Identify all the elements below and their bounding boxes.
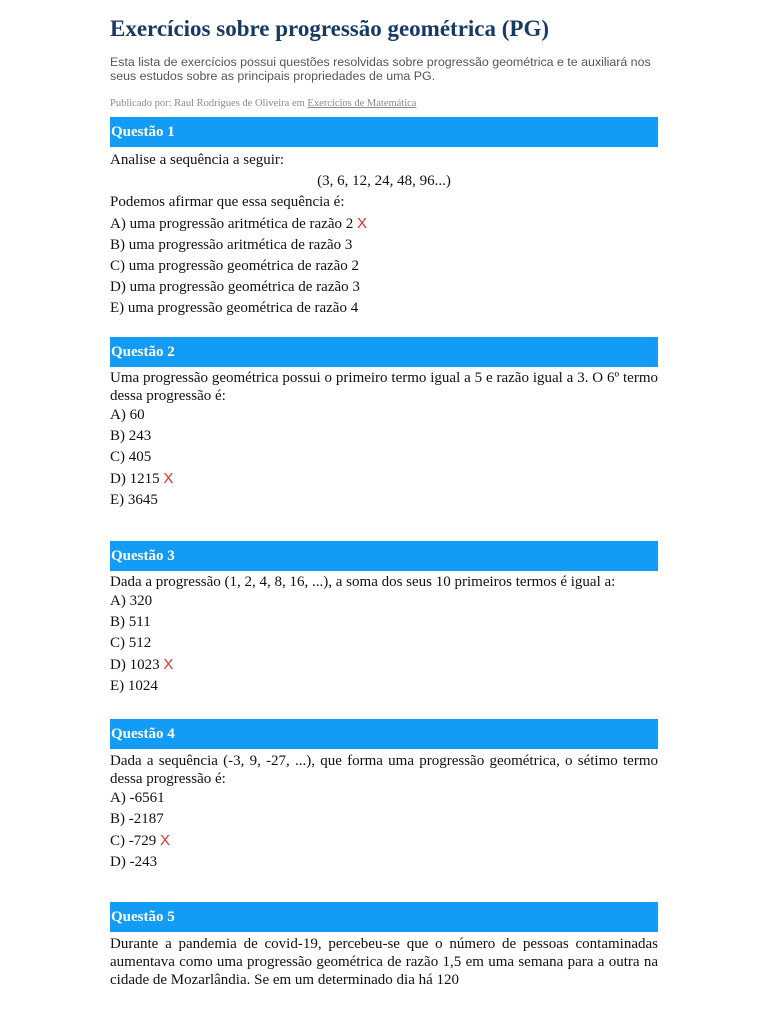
question-3-option-e: E) 1024 xyxy=(110,678,158,694)
page-title: Exercícios sobre progressão geométrica (PG) xyxy=(110,16,550,41)
question-4-header: Questão 4 xyxy=(110,719,658,749)
category-link[interactable]: Exercícios de Matemática xyxy=(307,98,417,109)
option-text: A) uma progressão aritmética de razão 2 xyxy=(110,216,354,232)
option-text: C) -729 xyxy=(110,833,157,849)
question-4-option-b: B) -2187 xyxy=(110,811,164,827)
option-text: D) 1215 xyxy=(110,471,160,487)
question-1-header: Questão 1 xyxy=(110,117,658,147)
answer-x-mark: X xyxy=(356,215,367,232)
question-1-body xyxy=(110,150,658,319)
question-2-option-c: C) 405 xyxy=(110,449,152,465)
answer-x-mark: X xyxy=(163,656,174,673)
question-1-prompt: Podemos afirmar que essa sequência é: xyxy=(110,194,345,210)
question-4-stem: Dada a sequência (-3, 9, -27, ...), que forma uma progressão geométrica, o sétimo termo dessa progressão é: xyxy=(110,753,658,787)
question-4-option-d: D) -243 xyxy=(110,854,158,870)
question-5-header: Questão 5 xyxy=(110,902,658,932)
question-3-header: Questão 3 xyxy=(110,541,658,571)
byline-author: Publicado por: Raul Rodrigues de Oliveira em xyxy=(110,98,308,109)
answer-x-mark: X xyxy=(163,470,174,487)
question-1-option-a xyxy=(110,213,658,235)
question-2-stem: Uma progressão geométrica possui o primeiro termo igual a 5 e razão igual a 3. O 6º termo dessa progressão é: xyxy=(110,370,658,404)
question-2-header: Questão 2 xyxy=(110,337,658,367)
option-text: D) 1023 xyxy=(110,657,160,673)
question-4-option-a: A) -6561 xyxy=(110,790,165,806)
question-3-option-b: B) 511 xyxy=(110,614,151,630)
question-2-option-e: E) 3645 xyxy=(110,492,158,508)
byline xyxy=(110,97,658,110)
question-1-option-d: D) uma progressão geométrica de razão 3 xyxy=(110,279,360,295)
question-2-option-a: A) 60 xyxy=(110,407,145,423)
question-1-option-b: B) uma progressão aritmética de razão 3 xyxy=(110,237,353,253)
question-5-body xyxy=(110,935,658,989)
question-1-option-e: E) uma progressão geométrica de razão 4 xyxy=(110,300,359,316)
intro-text: Esta lista de exercícios possui questões resolvidas sobre progressão geométrica e te auxiliará nos seus estudos sobre as principais propriedades de uma PG. xyxy=(110,55,651,83)
question-2-body xyxy=(110,369,658,511)
question-5-stem: Durante a pandemia de covid-19, percebeu-se que o número de pessoas contaminadas aumentava como uma progressão geométrica de razão 1,5 em uma semana para a outra na cidade de Mozarlândia. Se em um determinado dia há 120 xyxy=(110,936,658,988)
question-4-body xyxy=(110,752,658,873)
question-3-stem: Dada a progressão (1, 2, 4, 8, 16, ...), a soma dos seus 10 primeiros termos é igual a: xyxy=(110,574,616,590)
question-3-option-a: A) 320 xyxy=(110,593,153,609)
question-3-option-d xyxy=(110,654,658,676)
question-1-stem: Analise a sequência a seguir: xyxy=(110,152,285,168)
question-2-option-d xyxy=(110,468,658,490)
question-3-body xyxy=(110,573,658,697)
question-4-option-c xyxy=(110,830,658,852)
question-3-option-c: C) 512 xyxy=(110,635,152,651)
question-1-option-c: C) uma progressão geométrica de razão 2 xyxy=(110,258,360,274)
question-1-sequence: (3, 6, 12, 24, 48, 96...) xyxy=(317,173,451,189)
answer-x-mark: X xyxy=(160,832,171,849)
question-2-option-b: B) 243 xyxy=(110,428,152,444)
